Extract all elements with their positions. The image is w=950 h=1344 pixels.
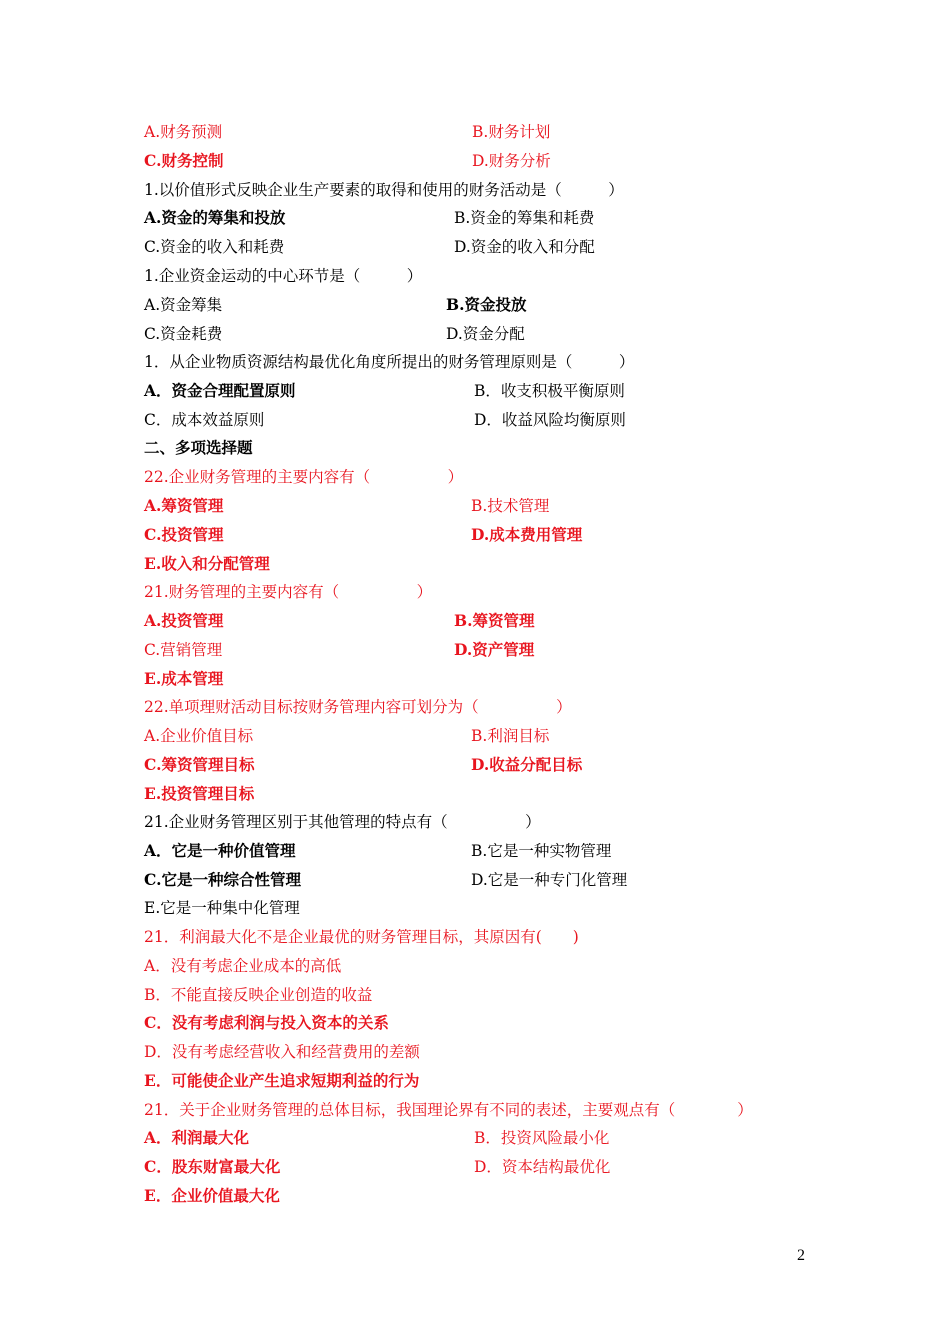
line-4: A.资金的筹集和投放 xyxy=(144,208,286,227)
line-36: A．利润最大化 xyxy=(144,1128,250,1147)
line-3: 1.以价值形式反映企业生产要素的取得和使用的财务活动是（ ） xyxy=(144,181,624,199)
line-19-col2: D.资产管理 xyxy=(454,640,535,659)
line-22: A.企业价值目标 xyxy=(144,727,254,745)
line-7: A.资金筹集 xyxy=(144,296,223,314)
line-22-col2: B.利润目标 xyxy=(471,727,550,745)
line-17: 21.财务管理的主要内容有（ ） xyxy=(144,583,433,601)
line-1-col2: B.财务计划 xyxy=(472,123,551,141)
line-13: 22.企业财务管理的主要内容有（ ） xyxy=(144,468,464,486)
line-1: A.财务预测 xyxy=(144,123,223,141)
line-26: A．它是一种价值管理 xyxy=(144,841,296,860)
line-27-col2: D.它是一种专门化管理 xyxy=(471,871,628,889)
line-11: C．成本效益原则 xyxy=(144,411,265,429)
line-5-col2: D.资金的收入和分配 xyxy=(454,238,595,256)
line-38: E．企业价值最大化 xyxy=(144,1186,280,1205)
line-16: E.收入和分配管理 xyxy=(144,554,270,573)
line-23-col2: D.收益分配目标 xyxy=(471,755,583,774)
line-10-col2: B．收支积极平衡原则 xyxy=(474,382,625,400)
line-9: 1．从企业物质资源结构最优化角度所提出的财务管理原则是（ ） xyxy=(144,353,635,371)
line-29: 21．利润最大化不是企业最优的财务管理目标，其原因有( ) xyxy=(144,928,579,946)
line-7-col2: B.资金投放 xyxy=(446,295,527,314)
line-25: 21.企业财务管理区别于其他管理的特点有（ ） xyxy=(144,813,541,831)
line-32: C．没有考虑利润与投入资本的关系 xyxy=(144,1013,389,1032)
line-35: 21．关于企业财务管理的总体目标，我国理论界有不同的表述，主要观点有（ ） xyxy=(144,1101,753,1119)
line-34: E．可能使企业产生追求短期利益的行为 xyxy=(144,1071,420,1090)
line-36-col2: B．投资风险最小化 xyxy=(474,1129,610,1147)
line-14: A.筹资管理 xyxy=(144,496,224,515)
line-30: A．没有考虑企业成本的高低 xyxy=(144,957,342,975)
line-24: E.投资管理目标 xyxy=(144,784,255,803)
line-6: 1.企业资金运动的中心环节是（ ） xyxy=(144,267,423,285)
line-37: C．股东财富最大化 xyxy=(144,1157,281,1176)
line-33: D．没有考虑经营收入和经营费用的差额 xyxy=(144,1043,420,1061)
line-11-col2: D．收益风险均衡原则 xyxy=(474,411,626,429)
line-37-col2: D．资本结构最优化 xyxy=(474,1158,611,1176)
line-20: E.成本管理 xyxy=(144,669,224,688)
line-18: A.投资管理 xyxy=(144,611,224,630)
line-8-col2: D.资金分配 xyxy=(446,325,525,343)
line-5: C.资金的收入和耗费 xyxy=(144,238,285,256)
page-number: 2 xyxy=(797,1247,805,1264)
line-10: A．资金合理配置原则 xyxy=(144,381,296,400)
line-27: C.它是一种综合性管理 xyxy=(144,870,301,889)
line-28: E.它是一种集中化管理 xyxy=(144,899,300,917)
line-2-col2: D.财务分析 xyxy=(472,152,551,170)
line-4-col2: B.资金的筹集和耗费 xyxy=(454,209,595,227)
line-15: C.投资管理 xyxy=(144,525,224,544)
line-21: 22.单项理财活动目标按财务管理内容可划分为（ ） xyxy=(144,698,572,716)
line-2: C.财务控制 xyxy=(144,151,224,170)
line-19: C.营销管理 xyxy=(144,641,223,659)
line-31: B．不能直接反映企业创造的收益 xyxy=(144,986,373,1004)
line-23: C.筹资管理目标 xyxy=(144,755,255,774)
line-26-col2: B.它是一种实物管理 xyxy=(471,842,612,860)
line-14-col2: B.技术管理 xyxy=(471,497,550,515)
line-15-col2: D.成本费用管理 xyxy=(471,525,583,544)
line-8: C.资金耗费 xyxy=(144,325,223,343)
line-12: 二、多项选择题 xyxy=(144,438,253,457)
line-18-col2: B.筹资管理 xyxy=(454,611,535,630)
